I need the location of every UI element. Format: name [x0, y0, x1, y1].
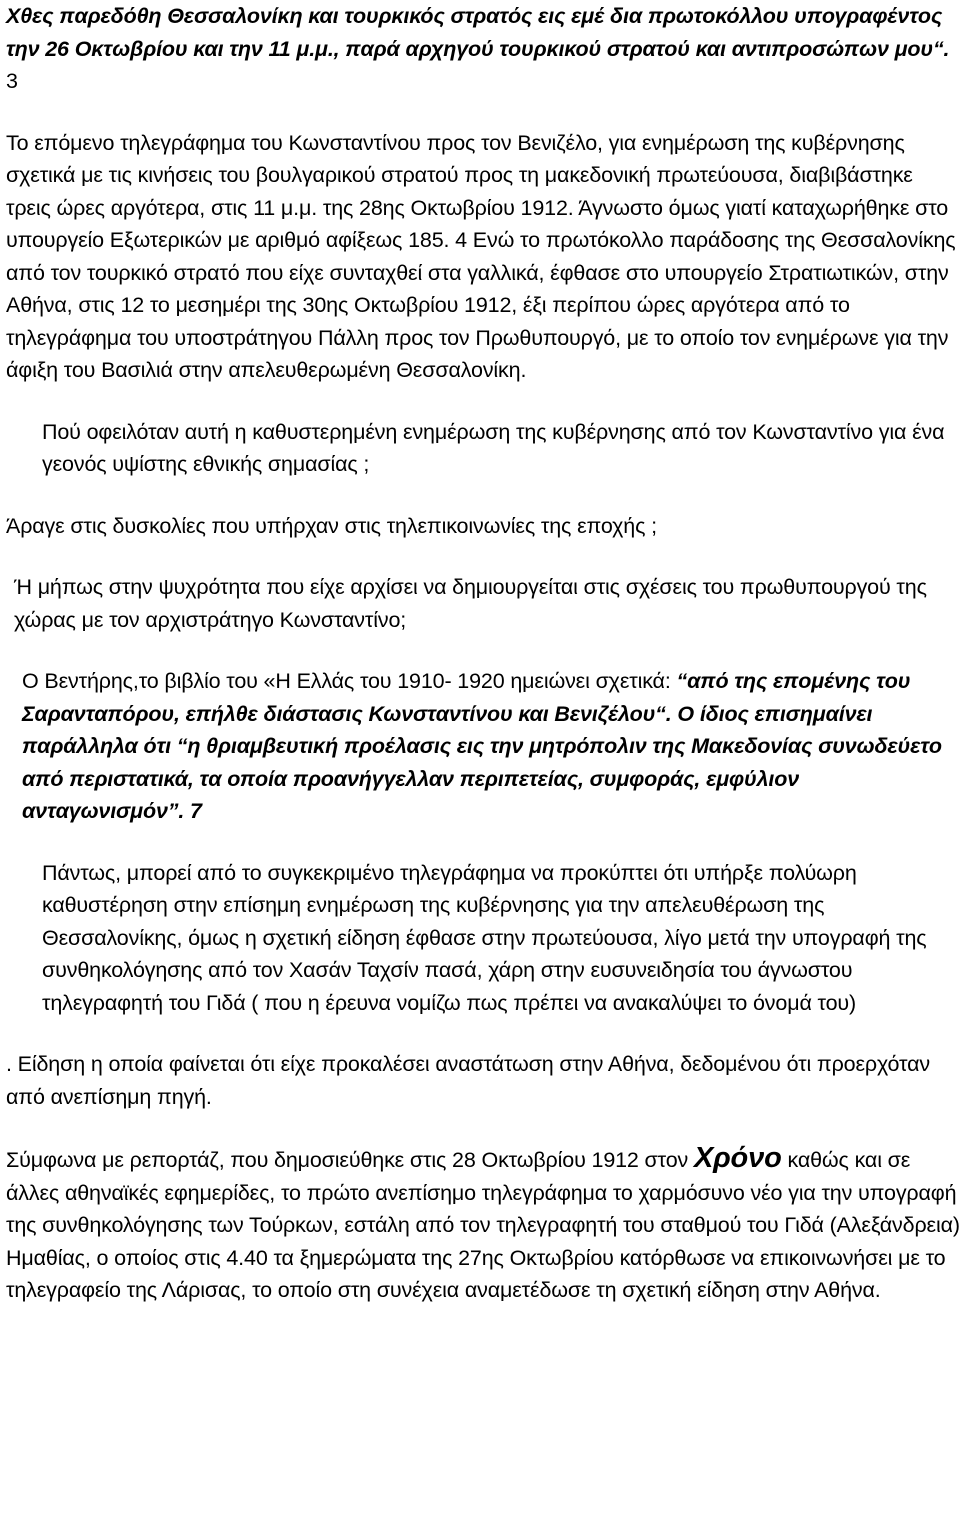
quote-ventiris-bold: “από της επομένης του Σαρανταπόρου, επήλθε διάστασις Κωνσταντίνου και Βενιζέλου“. Ο ίδιος επισημαίνει παράλληλα ότι “η θριαμβευτική προέλασις εις την μητρόπολιν της Μακεδονίας συνωδεύετο από περιστατικά, τα οποία προανήγγελλαν περιπετείας, συμφοράς, εμφύλιον ανταγωνισμόν”. 7 — [22, 669, 942, 823]
intro-quote-text: Χθες παρεδόθη Θεσσαλονίκη και τουρκικός στρατός εις εμέ δια πρωτοκόλλου υπογραφέντος την 26 Οκτωβρίου και την 11 μ.μ., παρά αρχηγού τουρκικού στρατού και αντιπροσώπων μου“. — [6, 4, 950, 61]
paragraph-report — [6, 1142, 960, 1307]
footnote-ref-3: 3 — [6, 69, 18, 93]
paragraph-telegram-part1: Το επόμενο τηλεγράφημα του Κωνσταντίνου προς τον Βενιζέλο, για ενημέρωση της κυβέρνησης σχετικά με τις κινήσεις του βουλγαρικού στρατού προς τη μακεδονική πρωτεύουσα, διαβιβάστηκε τρεις ώρες αργότερα, στις 11 μ.μ. της 28ης Οκτωβρίου 1912. Άγνωστο όμως γιατί καταχωρήθηκε στο υπουργείο Εξωτερικών με αριθμό αφίξεως 185. — [6, 130, 949, 252]
newspaper-name: Χρόνο — [693, 1142, 782, 1174]
paragraph-telegram — [6, 127, 960, 387]
paragraph-telegram-part2: Ενώ το πρωτόκολλο παράδοσης της Θεσσαλονίκης από τον τουρκικό στρατό που είχε συνταχθεί στα γαλλικά, έφθασε στο υπουργείο Στρατιωτικών, στην Αθήνα, στις 12 το μεσημέρι της 30ης Οκτωβρίου 1912, έξι περίπου ώρες αργότερα από το τηλεγράφημα του υποστράτηγου Πάλλη προς τον Πρωθυπουργό, με το οποίο τον ενημέρωνε για την άφιξη του Βασιλιά στην απελευθερωμένη Θεσσαλονίκη. — [6, 228, 956, 382]
quote-ventiris — [6, 665, 960, 828]
quote-ventiris-plain: Ο Βεντήρης,το βιβλίο του «Η Ελλάς του 1910- 1920 ημειώνει σχετικά: — [22, 669, 677, 693]
question-telecom: Άραγε στις δυσκολίες που υπήρχαν στις τηλεπικοινωνίες της εποχής ; — [6, 513, 657, 538]
intro-quote — [6, 0, 960, 98]
question-coldness: Ή μήπως στην ψυχρότητα που είχε αρχίσει να δημιουργείται στις σχέσεις του πρωθυπουργού της χώρας με τον αρχιστράτηγο Κωνσταντίνο; — [14, 575, 927, 632]
paragraph-unofficial-source: . Είδηση η οποία φαίνεται ότι είχε προκαλέσει αναστάτωση στην Αθήνα, δεδομένου ότι προερχόταν από ανεπίσημη πηγή. — [6, 1052, 930, 1109]
question-delay: Πού οφειλόταν αυτή η καθυστερημένη ενημέρωση της κυβέρνησης από τον Κωνσταντίνο για ένα γεονός υψίστης εθνικής σημασίας ; — [42, 419, 945, 476]
footnote-ref-4: 4 — [449, 228, 467, 252]
paragraph-report-part1: Σύμφωνα με ρεπορτάζ, που δημοσιεύθηκε στις 28 Οκτωβρίου 1912 στον — [6, 1148, 694, 1172]
paragraph-report-part2: καθώς και σε άλλες αθηναϊκές εφημερίδες, το πρώτο ανεπίσημο τηλεγράφημα το χαρμόσυνο νέο για την υπογραφή της συνθηκολόγησης των Τούρκων, εστάλη από τον τηλεγραφητή του σταθμού του Γιδά (Αλεξάνδρεια) Ημαθίας, ο οποίος στις 4.40 τα ξημερώματα της 27ης Οκτωβρίου κατόρθωσε να επικοινωνήσει με το τηλεγραφείο της Λάρισας, το οποίο στη συνέχεια αναμετέδωσε τη σχετική είδηση στην Αθήνα. — [6, 1148, 960, 1302]
paragraph-delay-news: Πάντως, μπορεί από το συγκεκριμένο τηλεγράφημα να προκύπτει ότι υπήρξε πολύωρη καθυστέρηση στην επίσημη ενημέρωση της κυβέρνησης για την απελευθέρωση της Θεσσαλονίκης, όμως η σχετική είδηση έφθασε στην πρωτεύουσα, λίγο μετά την υπογραφή της συνθηκολόγησης από τον Χασάν Ταχσίν πασά, χάρη στην ευσυνειδησία του άγνωστου τηλεγραφητή του Γιδά ( που η έρευνα νομίζω πως πρέπει να ανακαλύψει το όνομά του) — [42, 860, 927, 1015]
